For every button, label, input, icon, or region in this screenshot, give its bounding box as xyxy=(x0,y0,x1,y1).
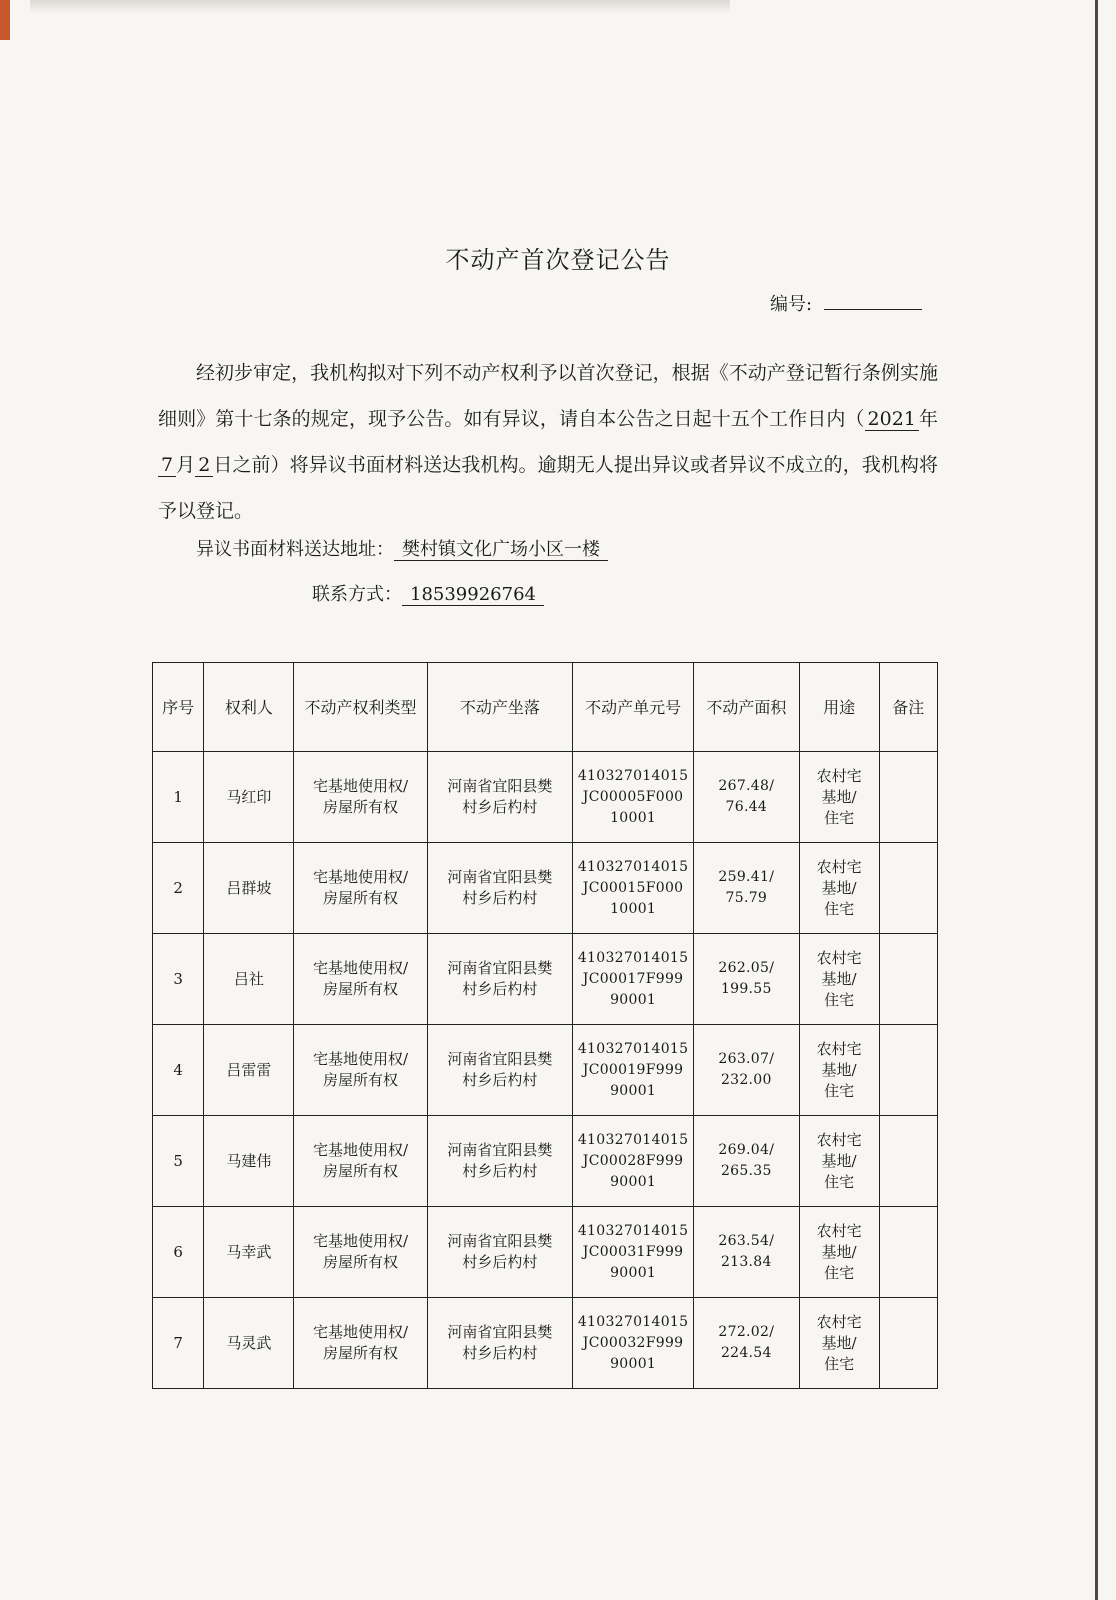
cell-unit-no: 410327014015 JC00005F000 10001 xyxy=(573,752,694,843)
registry-table xyxy=(152,662,938,1389)
cell-location: 河南省宜阳县樊 村乡后杓村 xyxy=(427,752,573,843)
cell-location: 河南省宜阳县樊 村乡后杓村 xyxy=(427,1116,573,1207)
cell-no: 4 xyxy=(153,1025,204,1116)
notice-day: 2 xyxy=(195,454,213,477)
cell-no: 7 xyxy=(153,1298,204,1389)
address-label: 异议书面材料送达地址： xyxy=(196,539,394,560)
cell-area: 262.05/ 199.55 xyxy=(694,934,800,1025)
cell-remark xyxy=(879,934,937,1025)
cell-use: 农村宅 基地/ 住宅 xyxy=(799,1207,879,1298)
cell-no: 6 xyxy=(153,1207,204,1298)
table-header-row xyxy=(153,663,938,752)
header-right-type: 不动产权利类型 xyxy=(294,663,427,752)
cell-owner: 马灵武 xyxy=(204,1298,294,1389)
cell-location: 河南省宜阳县樊 村乡后杓村 xyxy=(427,1298,573,1389)
cell-use: 农村宅 基地/ 住宅 xyxy=(799,752,879,843)
cell-location: 河南省宜阳县樊 村乡后杓村 xyxy=(427,1207,573,1298)
header-use: 用途 xyxy=(799,663,879,752)
header-remark: 备注 xyxy=(879,663,937,752)
serial-label: 编号: xyxy=(770,294,813,315)
cell-owner: 吕雷雷 xyxy=(204,1025,294,1116)
document-title: 不动产首次登记公告 xyxy=(445,246,671,274)
table-row xyxy=(153,843,938,934)
cell-unit-no: 410327014015 JC00019F999 90001 xyxy=(573,1025,694,1116)
contact-label: 联系方式： xyxy=(312,584,402,605)
cell-right-type: 宅基地使用权/ 房屋所有权 xyxy=(294,1207,427,1298)
table-row xyxy=(153,1025,938,1116)
cell-right-type: 宅基地使用权/ 房屋所有权 xyxy=(294,752,427,843)
cell-remark xyxy=(879,1025,937,1116)
cell-location: 河南省宜阳县樊 村乡后杓村 xyxy=(427,934,573,1025)
scan-edge-shadow xyxy=(30,0,730,14)
cell-right-type: 宅基地使用权/ 房屋所有权 xyxy=(294,1298,427,1389)
cell-owner: 马幸武 xyxy=(204,1207,294,1298)
cell-unit-no: 410327014015 JC00028F999 90001 xyxy=(573,1116,694,1207)
cell-unit-no: 410327014015 JC00017F999 90001 xyxy=(573,934,694,1025)
contact-info xyxy=(312,580,544,606)
cell-right-type: 宅基地使用权/ 房屋所有权 xyxy=(294,1025,427,1116)
header-no: 序号 xyxy=(153,663,204,752)
cell-right-type: 宅基地使用权/ 房屋所有权 xyxy=(294,934,427,1025)
objection-address xyxy=(196,535,608,561)
cell-area: 267.48/ 76.44 xyxy=(694,752,800,843)
cell-area: 263.07/ 232.00 xyxy=(694,1025,800,1116)
cell-no: 2 xyxy=(153,843,204,934)
contact-value: 18539926764 xyxy=(402,584,544,606)
header-area: 不动产面积 xyxy=(694,663,800,752)
notice-text-1: 经初步审定，我机构拟对下列不动产权利予以首次登记，根据《不动产登记暂行条例实施细则》第十七条的规定，现予公告。如有异议，请自本公告之日起十五个工作日内（ xyxy=(158,362,938,430)
page-edge-mark xyxy=(0,0,10,40)
notice-text-2: 日之前）将异议书面材料送达我机构。逾期无人提出异议或者异议不成立的，我机构将予以登记。 xyxy=(158,454,938,522)
cell-no: 5 xyxy=(153,1116,204,1207)
cell-location: 河南省宜阳县樊 村乡后杓村 xyxy=(427,1025,573,1116)
cell-use: 农村宅 基地/ 住宅 xyxy=(799,934,879,1025)
table-row xyxy=(153,1298,938,1389)
cell-area: 269.04/ 265.35 xyxy=(694,1116,800,1207)
notice-paragraph xyxy=(158,350,938,534)
cell-owner: 马建伟 xyxy=(204,1116,294,1207)
cell-remark xyxy=(879,1116,937,1207)
cell-remark xyxy=(879,1207,937,1298)
cell-area: 272.02/ 224.54 xyxy=(694,1298,800,1389)
table-row xyxy=(153,1116,938,1207)
header-unit-no: 不动产单元号 xyxy=(573,663,694,752)
cell-unit-no: 410327014015 JC00031F999 90001 xyxy=(573,1207,694,1298)
notice-year-suffix: 年 xyxy=(918,408,938,430)
cell-owner: 吕群坡 xyxy=(204,843,294,934)
cell-use: 农村宅 基地/ 住宅 xyxy=(799,1116,879,1207)
cell-no: 3 xyxy=(153,934,204,1025)
header-location: 不动产坐落 xyxy=(427,663,573,752)
cell-remark xyxy=(879,1298,937,1389)
cell-remark xyxy=(879,843,937,934)
cell-unit-no: 410327014015 JC00032F999 90001 xyxy=(573,1298,694,1389)
cell-unit-no: 410327014015 JC00015F000 10001 xyxy=(573,843,694,934)
serial-blank xyxy=(824,293,922,310)
cell-right-type: 宅基地使用权/ 房屋所有权 xyxy=(294,843,427,934)
cell-use: 农村宅 基地/ 住宅 xyxy=(799,1025,879,1116)
cell-area: 259.41/ 75.79 xyxy=(694,843,800,934)
table-row xyxy=(153,934,938,1025)
header-owner: 权利人 xyxy=(204,663,294,752)
cell-remark xyxy=(879,752,937,843)
cell-right-type: 宅基地使用权/ 房屋所有权 xyxy=(294,1116,427,1207)
cell-location: 河南省宜阳县樊 村乡后杓村 xyxy=(427,843,573,934)
cell-no: 1 xyxy=(153,752,204,843)
address-value: 樊村镇文化广场小区一楼 xyxy=(394,539,608,561)
notice-month: 7 xyxy=(158,454,176,477)
table-row xyxy=(153,1207,938,1298)
notice-year: 2021 xyxy=(865,408,919,431)
table-row xyxy=(153,752,938,843)
cell-use: 农村宅 基地/ 住宅 xyxy=(799,843,879,934)
serial-number xyxy=(770,290,922,316)
notice-month-suffix: 月 xyxy=(176,454,196,476)
cell-owner: 吕社 xyxy=(204,934,294,1025)
cell-use: 农村宅 基地/ 住宅 xyxy=(799,1298,879,1389)
cell-owner: 马红印 xyxy=(204,752,294,843)
cell-area: 263.54/ 213.84 xyxy=(694,1207,800,1298)
